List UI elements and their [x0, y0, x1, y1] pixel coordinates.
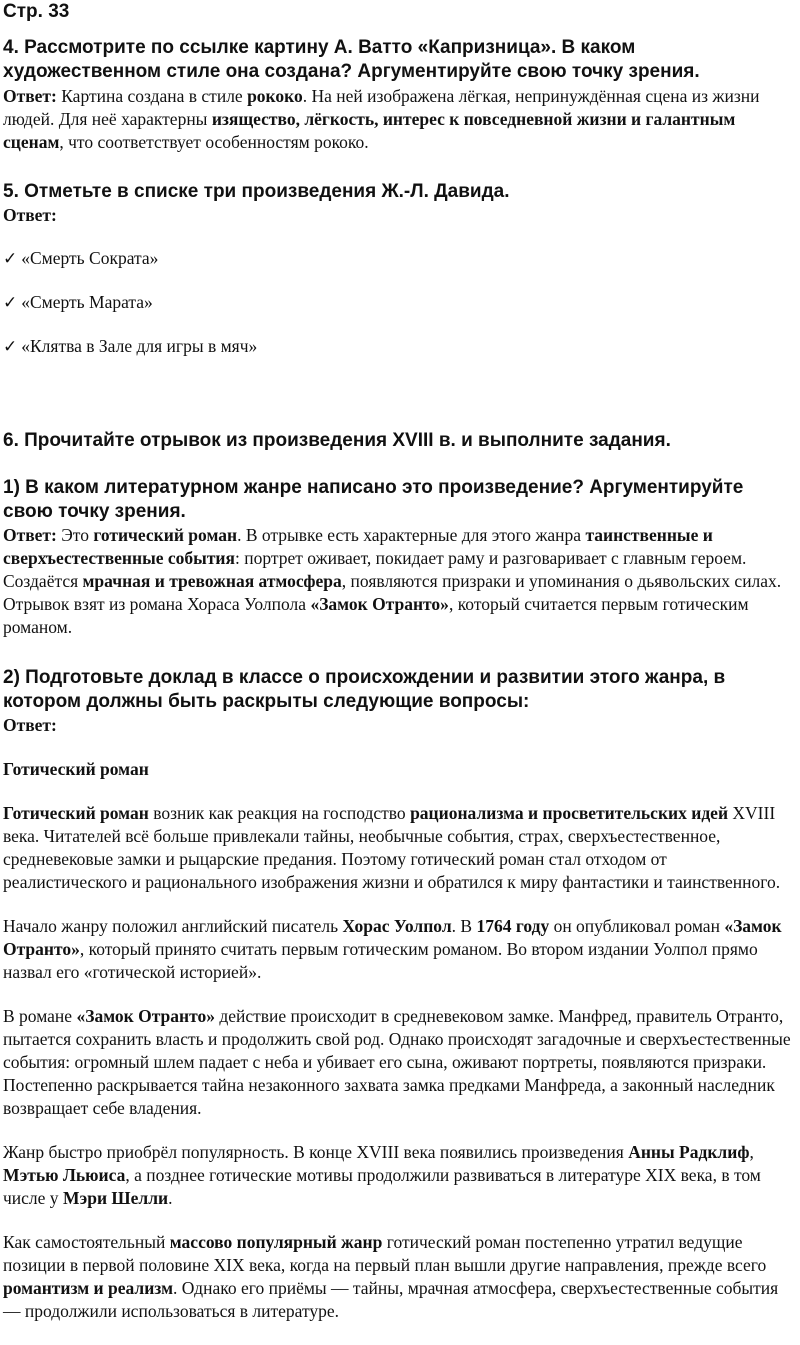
list-item: ✓ «Смерть Марата»	[3, 292, 153, 313]
question-4: 4. Рассмотрите по ссылке картину А. Ватто «Капризница». В каком художественном стиле она создана? Аргументируйте свою точку зрения.	[3, 37, 700, 82]
answer-label: Ответ:	[3, 205, 57, 225]
answer-6-1: Ответ: Это готический роман. В отрывке есть характерные для этого жанра таинственные и сверхъестественные события: портрет оживает, покидает раму и разговаривает с главным героем. Создаётся мрачная и тревожная атмосфера, появляются призраки и упоминания о дьявольских силах. Отрывок взят из романа Хораса Уолпола «Замок Отранто», который считается первым готическим романом.	[3, 525, 782, 637]
report-paragraph-3: В романе «Замок Отранто» действие происходит в средневековом замке. Манфред, правитель Отранто, пытается сохранить власть и продолжить свой род. Однако происходят загадочные и сверхъестественные события: огромный шлем падает с неба и убивает его сына, оживают портреты, появляются призраки. Постепенно раскрывается тайна незаконного захвата замка предками Манфреда, а законный наследник возвращает себе владения.	[3, 1006, 791, 1118]
check-icon: ✓	[3, 337, 18, 357]
question-6-1: 1) В каком литературном жанре написано это произведение? Аргументируйте свою точку зрения.	[3, 477, 744, 522]
check-icon: ✓	[3, 249, 18, 269]
answer-label: Ответ:	[3, 86, 57, 106]
list-item: ✓ «Клятва в Зале для игры в мяч»	[3, 336, 258, 357]
question-6-2: 2) Подготовьте доклад в классе о происхождении и развитии этого жанра, в котором должны быть раскрыты следующие вопросы:	[3, 667, 726, 712]
report-paragraph-2: Начало жанру положил английский писатель Хорас Уолпол. В 1764 году он опубликовал роман «Замок Отранто», который принято считать первым готическим романом. Во втором издании Уолпол прямо назвал его «готической историей».	[3, 916, 782, 982]
list-item: ✓ «Смерть Сократа»	[3, 248, 159, 269]
report-paragraph-1: Готический роман возник как реакция на господство рационализма и просветительских идей XVIII века. Читателей всё больше привлекали тайны, необычные события, страх, сверхъестественное, средневековые замки и рыцарские предания. Поэтому готический роман стал отходом от реалистического и рационального изображения жизни и обратился к миру фантастики и таинственного.	[3, 803, 781, 892]
report-title: Готический роман	[3, 759, 149, 779]
page-label: Стр. 33	[3, 1, 70, 22]
check-icon: ✓	[3, 293, 18, 313]
report-paragraph-4: Жанр быстро приобрёл популярность. В конце XVIII века появились произведения Анны Радклиф, Мэтью Льюиса, а позднее готические мотивы продолжили развиваться в литературе XIX века, в том числе у Мэри Шелли.	[3, 1142, 761, 1208]
question-5: 5. Отметьте в списке три произведения Ж.-Л. Давида.	[3, 181, 510, 202]
answer-label: Ответ:	[3, 525, 57, 545]
report-paragraph-5: Как самостоятельный массово популярный жанр готический роман постепенно утратил ведущие позиции в первой половине XIX века, когда на первый план вышли другие направления, прежде всего романтизм и реализм. Однако его приёмы — тайны, мрачная атмосфера, сверхъестественные события — продолжили использоваться в литературе.	[3, 1232, 779, 1321]
question-6: 6. Прочитайте отрывок из произведения XVIII в. и выполните задания.	[3, 430, 671, 451]
answer-label: Ответ:	[3, 715, 57, 735]
answer-4: Ответ: Картина создана в стиле рококо. На ней изображена лёгкая, непринуждённая сцена из жизни людей. Для неё характерны изящество, лёгкость, интерес к повседневной жизни и галантным сценам, что соответствует особенностям рококо.	[3, 86, 760, 152]
